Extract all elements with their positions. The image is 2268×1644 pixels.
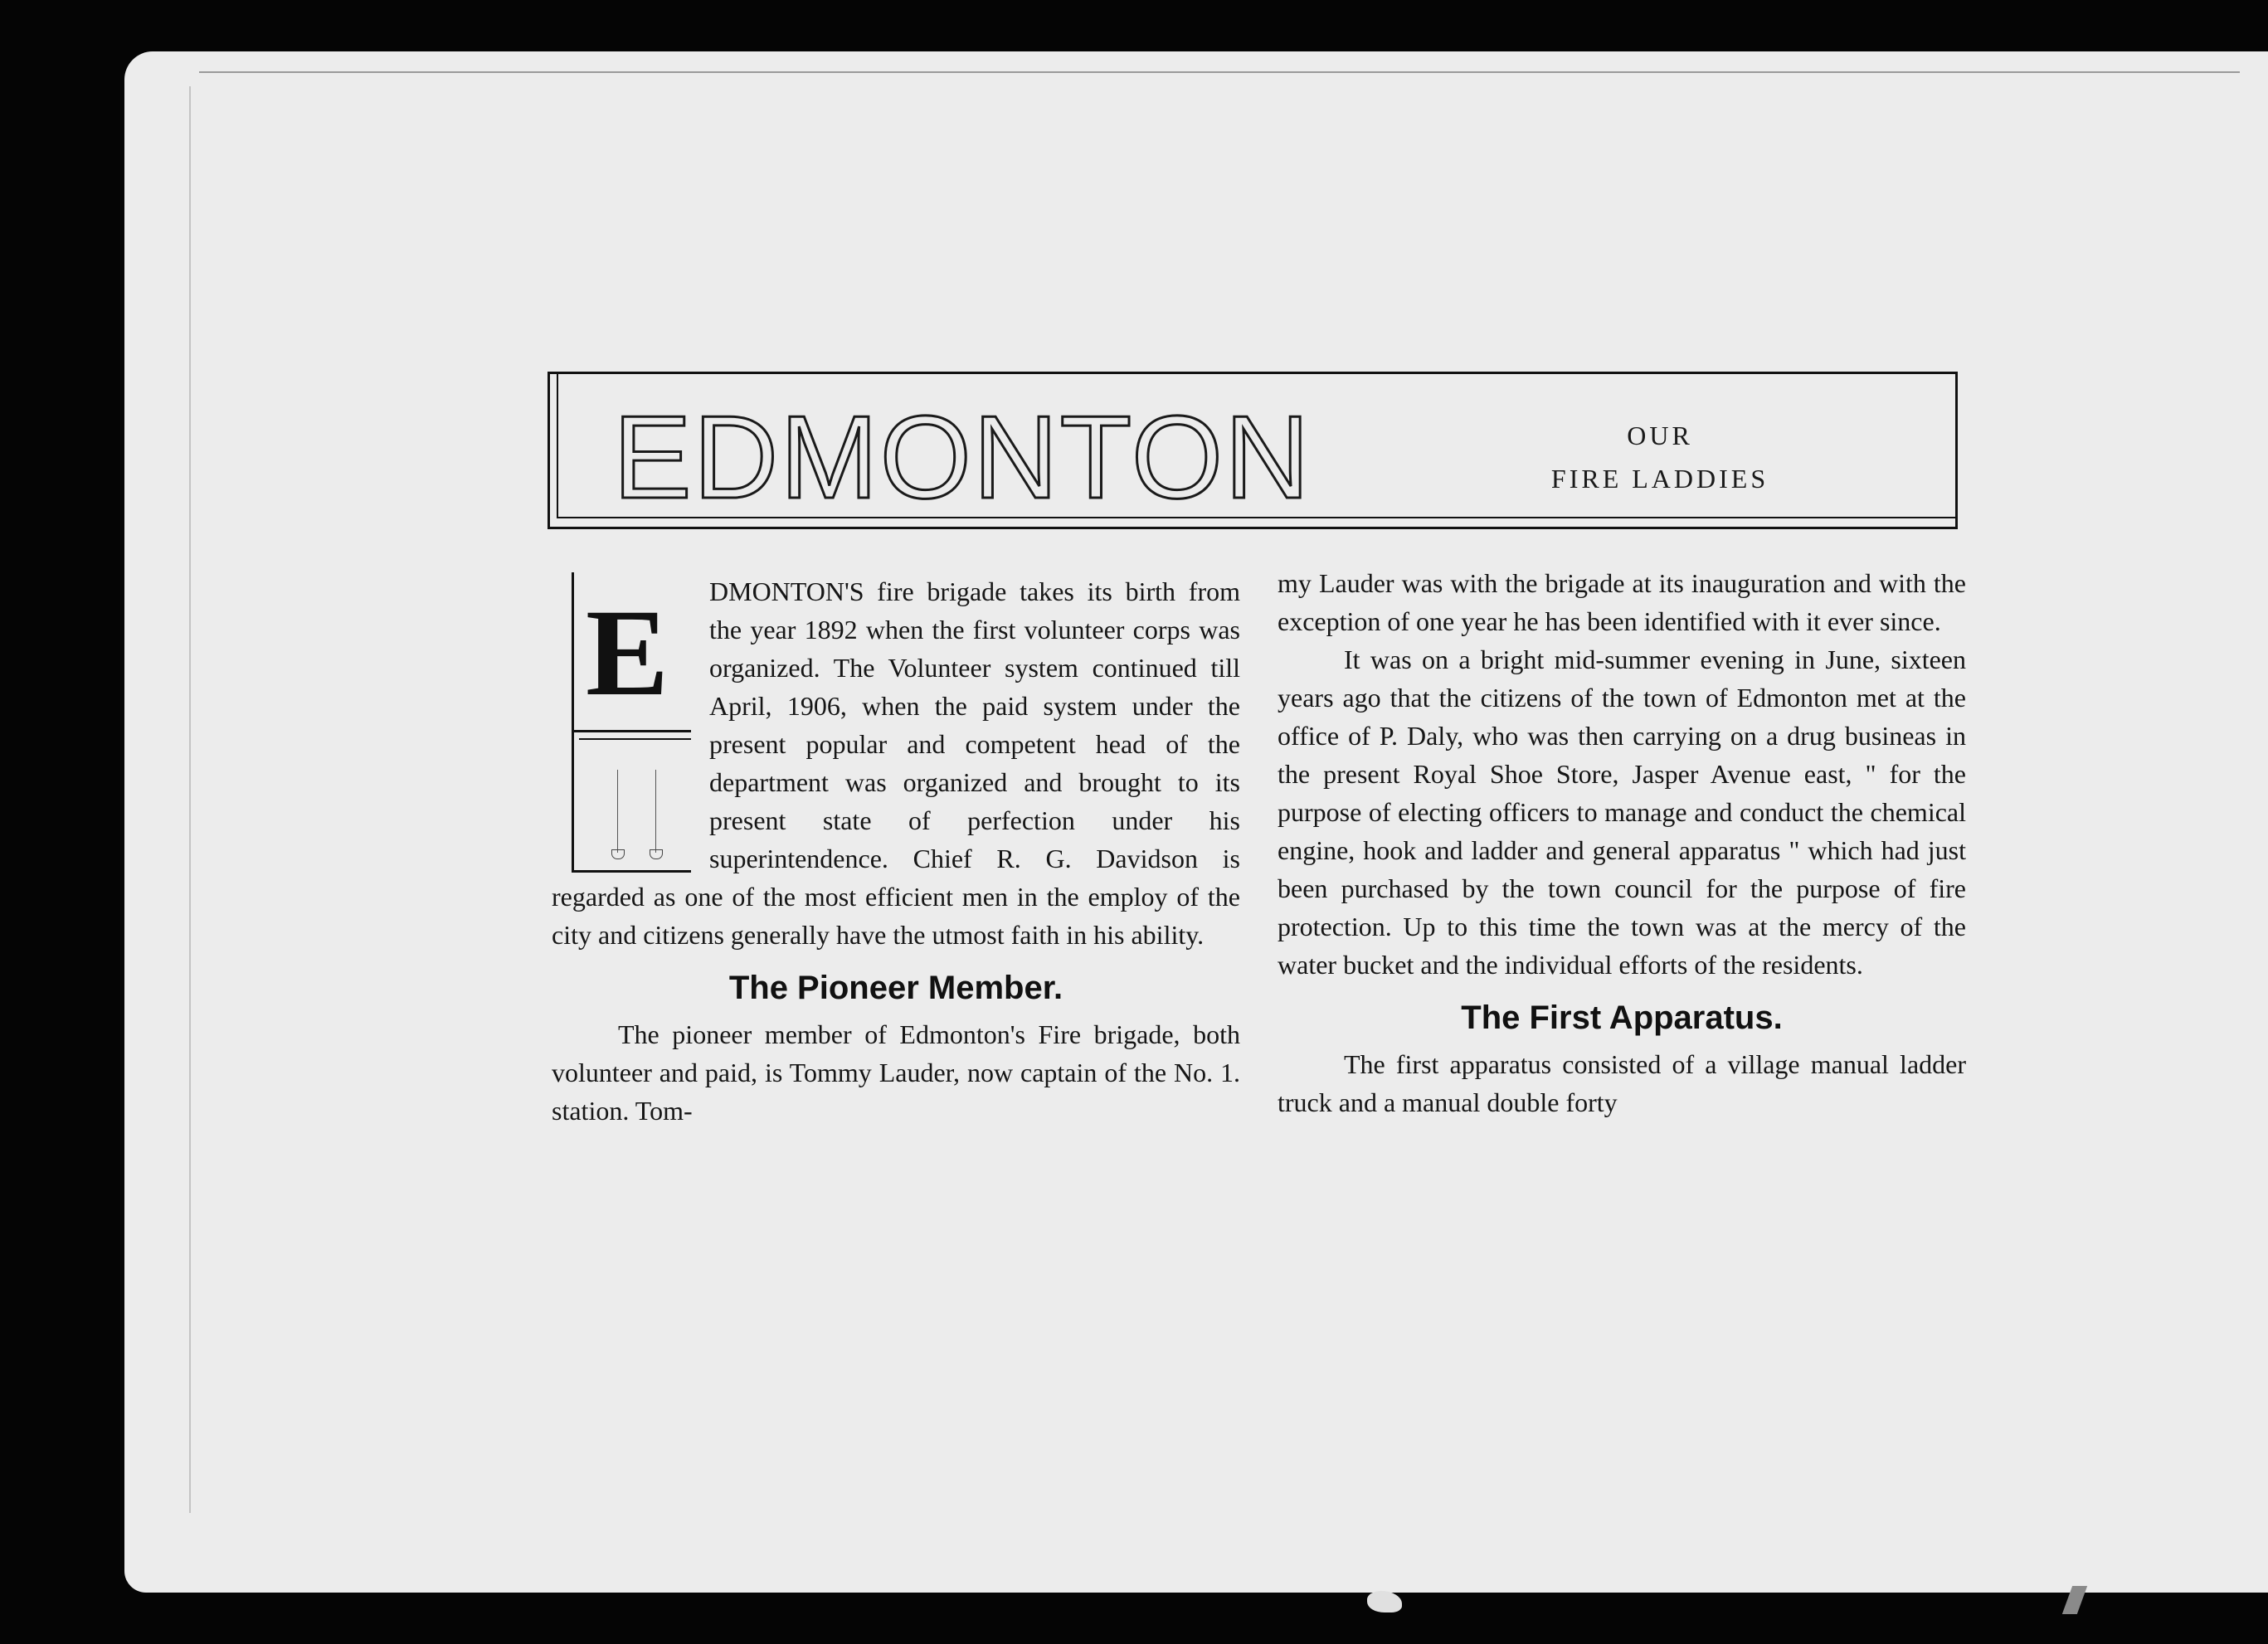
pioneer-paragraph: The pioneer member of Edmonton's Fire brigade, both volunteer and paid, is Tommy Lauder, now captain of the No. 1. station. Tom- xyxy=(552,1019,1240,1126)
page-left-rule xyxy=(189,86,191,1513)
masthead-subtitle-line-1: OUR xyxy=(1627,421,1693,450)
dropcap-illustration xyxy=(579,738,691,870)
page-top-rule xyxy=(199,71,2240,73)
masthead-subtitle xyxy=(1486,414,1834,500)
dropcap-block xyxy=(572,572,691,873)
masthead xyxy=(548,372,1958,529)
heading-first-apparatus: The First Apparatus. xyxy=(1461,1000,1783,1036)
heading-pioneer-member: The Pioneer Member. xyxy=(728,970,1063,1006)
hanging-lamp-icon xyxy=(655,770,656,853)
apparatus-paragraph: The first apparatus consisted of a village manual ladder truck and a manual double forty xyxy=(1278,1049,1966,1117)
lamp-shade-icon xyxy=(611,849,625,859)
dropcap-letter: E xyxy=(586,584,669,722)
article-column-right xyxy=(1278,564,1966,1121)
scan-artifact xyxy=(1367,1591,1402,1612)
evening-paragraph: It was on a bright mid-summer evening in June, sixteen years ago that the citizens of the town of Edmonton met at the office of P. Daly, who was then carrying on a drug busineas in the present Royal Shoe Store, Jasper Avenue east, " for the purpose of electing officers to manage and conduct the chemical engine, hook and ladder and general apparatus " which had just been purchased by the town council for the purpose of fire protection. Up to this time the town was at the mercy of the water bucket and the individual efforts of the residents. xyxy=(1278,644,1966,980)
continued-paragraph: my Lauder was with the brigade at its inauguration and with the exception of one year he has been identified with it ever since. xyxy=(1278,568,1966,636)
lamp-shade-icon xyxy=(650,849,663,859)
hanging-lamp-icon xyxy=(617,770,618,853)
masthead-subtitle-line-2: FIRE LADDIES xyxy=(1550,464,1769,494)
intro-paragraph: DMONTON'S fire brigade takes its birth from the year 1892 when the first volunteer corps was organized. The Volunteer system continued till April, 1906, when the paid system under the present popular and competent head of the department was organized and brought to its present state of perfection under his superintendence. Chief R. G. Davidson is regarded as one of the most efficient men in the employ of the city and citizens generally have the utmost faith in his ability. xyxy=(552,576,1240,950)
article-column-left xyxy=(552,572,1240,1130)
dropcap-frame xyxy=(574,572,691,732)
masthead-title: EDMONTON xyxy=(613,392,1312,523)
